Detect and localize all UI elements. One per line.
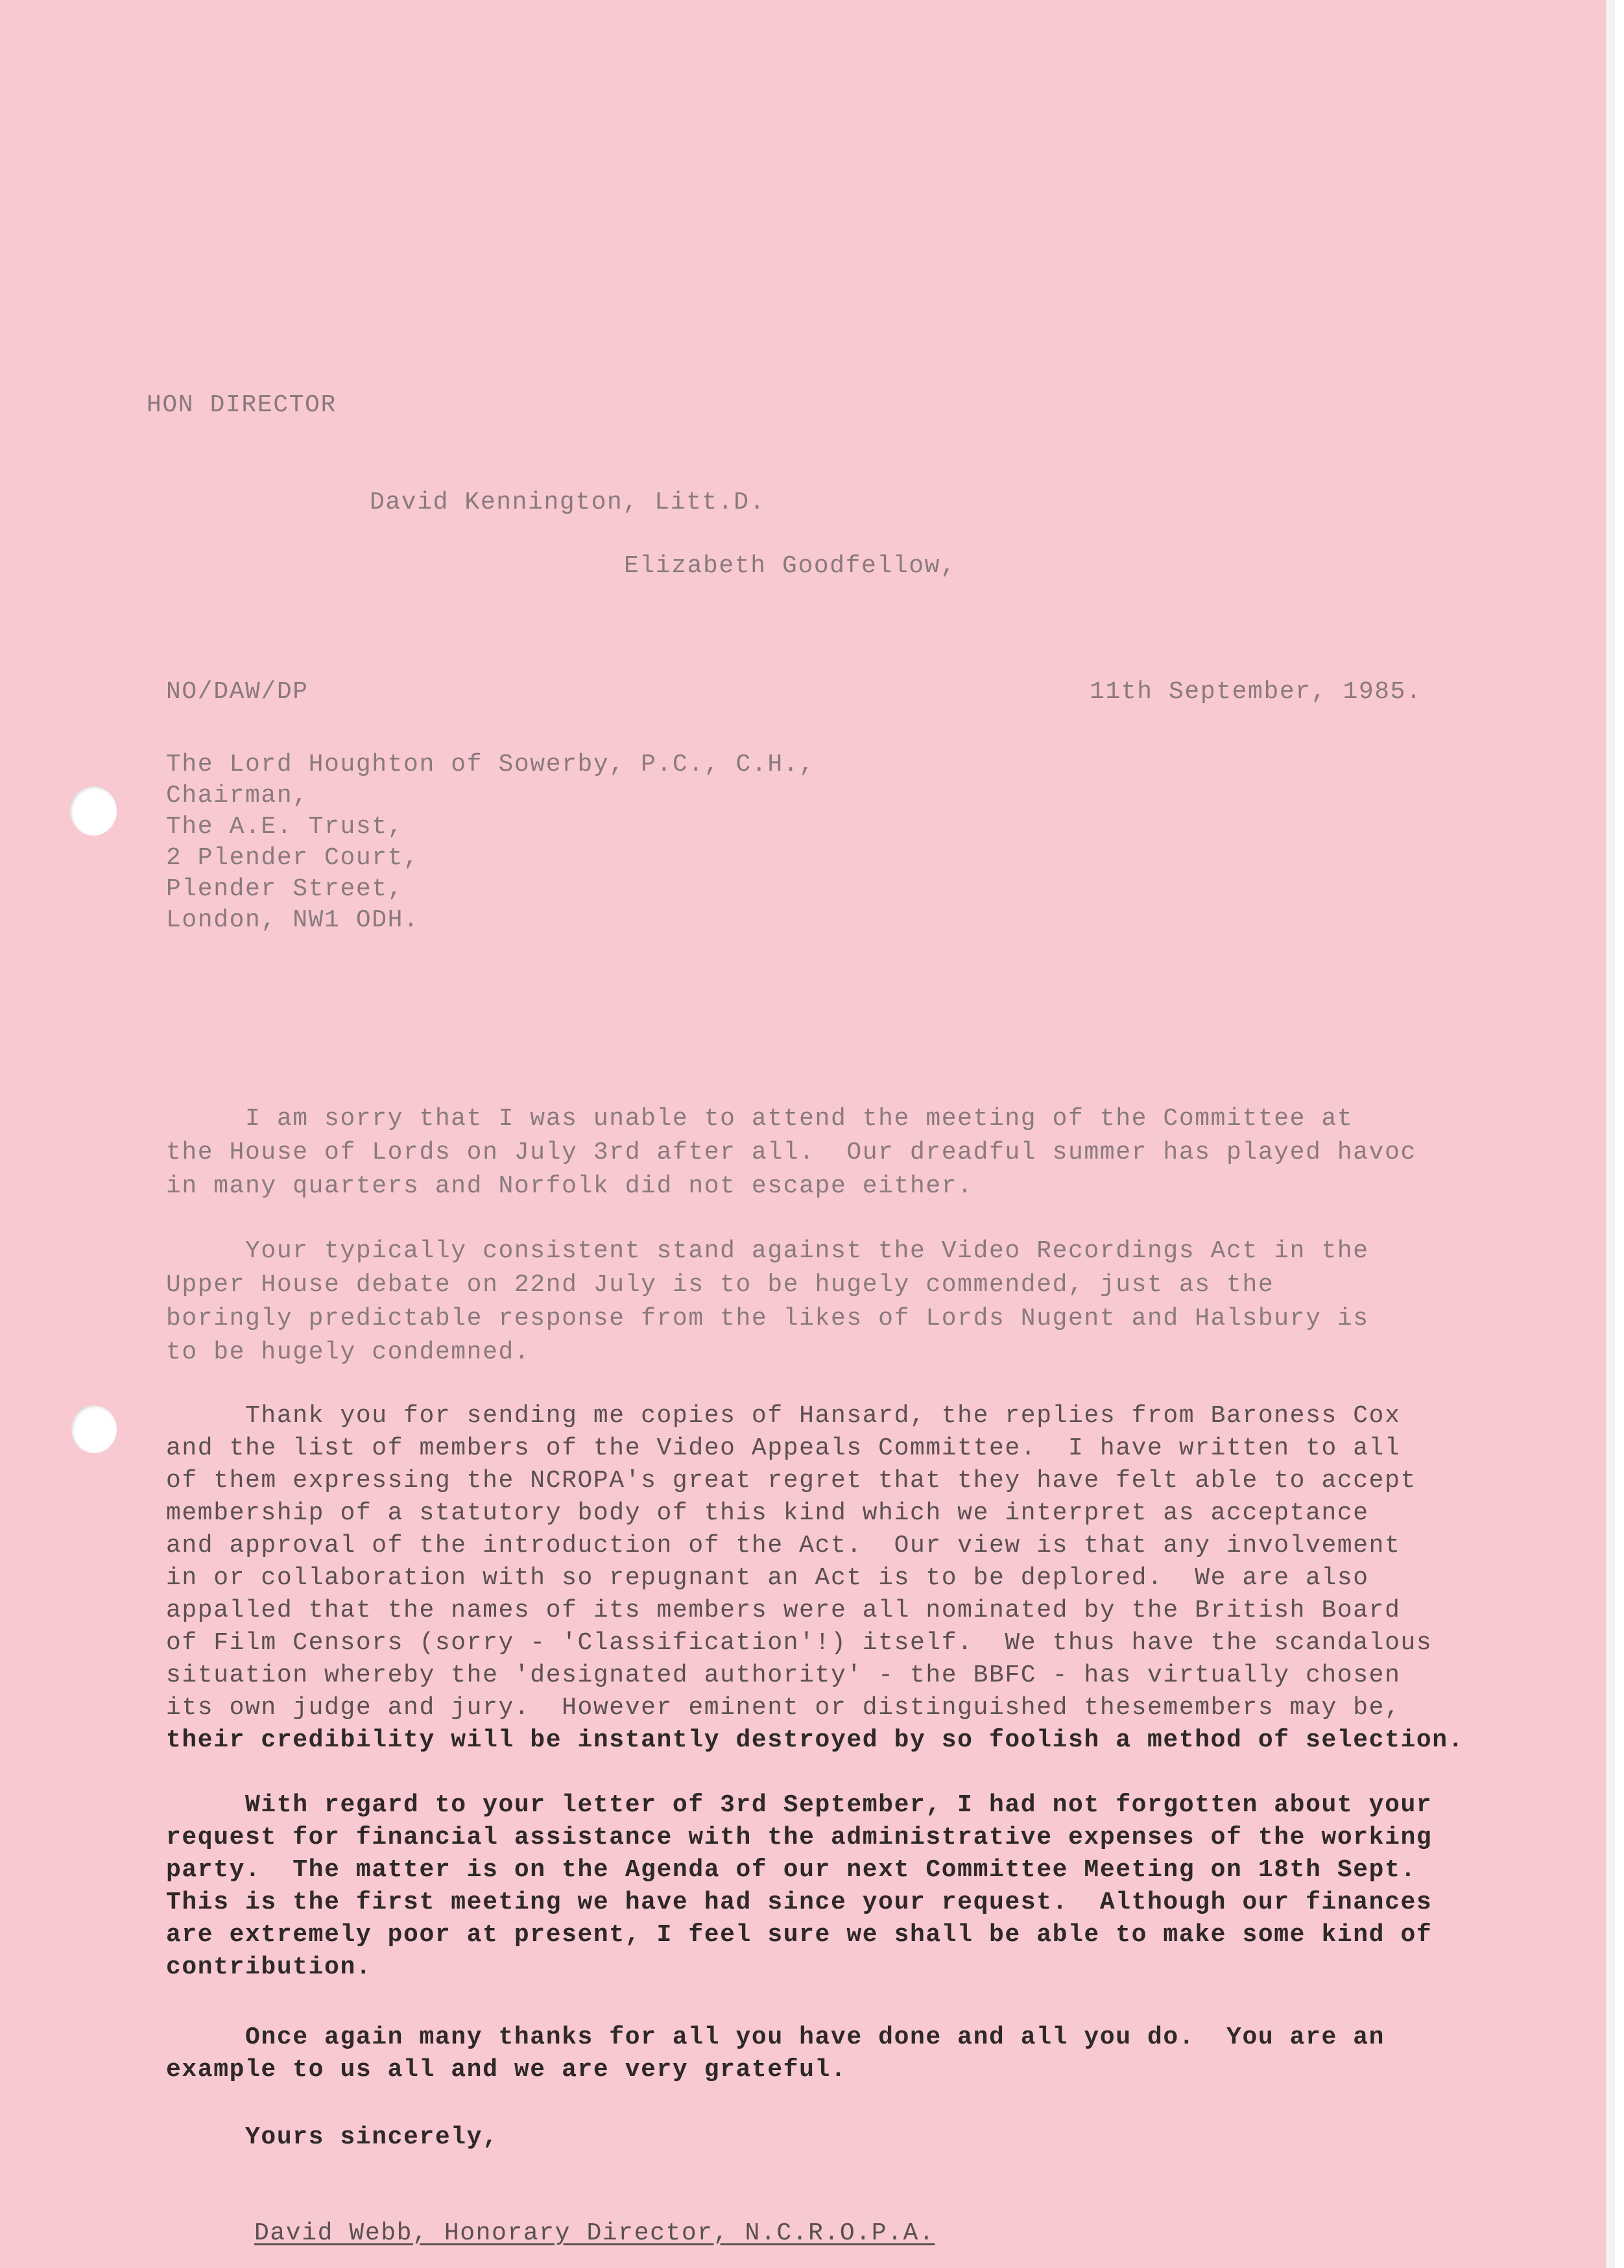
body-line: to be hugely condemned. [166, 1338, 531, 1366]
body-line: Thank you for sending me copies of Hansard, the replies from Baroness Cox [166, 1402, 1401, 1430]
body-line: boringly predictable response from the likes of Lords Nugent and Halsbury is [166, 1305, 1369, 1333]
body-line: situation whereby the 'designated authority' - the BBFC - has virtually chosen [166, 1661, 1401, 1689]
body-line: in many quarters and Norfolk did not escape either. [166, 1172, 973, 1200]
body-line: contribution. [166, 1953, 372, 1981]
closing-salutation: Yours sincerely, [166, 2123, 499, 2151]
address-line: London, NW1 ODH. [166, 906, 420, 934]
body-line: example to us all and we are very grateful. [166, 2056, 847, 2084]
signature-line: David Webb, Honorary Director, N.C.R.O.P.A. [254, 2219, 935, 2247]
body-line: Upper House debate on 22nd July is to be hugely commended, just as the [166, 1271, 1274, 1299]
body-line: in or collaboration with so repugnant an Act is to be deplored. We are also [166, 1564, 1369, 1592]
body-line: of them expressing the NCROPA's great regret that they have felt able to accept [166, 1467, 1416, 1495]
body-line: its own judge and jury. However eminent or distinguished thesemembers may be, [166, 1694, 1401, 1722]
body-line: and the list of members of the Video Appeals Committee. I have written to all [166, 1434, 1401, 1462]
body-line: membership of a statutory body of this kind which we interpret as acceptance [166, 1499, 1369, 1527]
body-line: party. The matter is on the Agenda of our next Committee Meeting on 18th Sept. [166, 1856, 1416, 1884]
address-line: The A.E. Trust, [166, 813, 404, 841]
body-line: This is the first meeting we have had since your request. Although our finances [166, 1888, 1433, 1916]
letter-date: 11th September, 1985. [1090, 678, 1422, 706]
paper-edge [1606, 0, 1615, 2268]
body-line: I am sorry that I was unable to attend the meeting of the Committee at [166, 1105, 1354, 1133]
director-name: David Kennington, Litt.D. [370, 489, 766, 516]
body-line: their credibility will be instantly destroyed by so foolish a method of selection. [166, 1726, 1464, 1754]
second-name: Elizabeth Goodfellow, [624, 552, 957, 580]
punch-hole-top [70, 786, 117, 836]
address-line: Plender Street, [166, 875, 404, 903]
body-line: Your typically consistent stand against the Video Recordings Act in the [166, 1237, 1369, 1265]
body-line: With regard to your letter of 3rd September, I had not forgotten about your [166, 1791, 1433, 1819]
address-line: 2 Plender Court, [166, 844, 420, 872]
body-line: appalled that the names of its members were all nominated by the British Board [166, 1597, 1401, 1624]
hon-director-label: HON DIRECTOR [147, 391, 337, 419]
body-line: the House of Lords on July 3rd after all. Our dreadful summer has played havoc [166, 1139, 1416, 1166]
body-line: of Film Censors (sorry - 'Classification'!) itself. We thus have the scandalous [166, 1629, 1433, 1657]
address-line: The Lord Houghton of Sowerby, P.C., C.H., [166, 751, 815, 778]
body-line: are extremely poor at present, I feel sure we shall be able to make some kind of [166, 1921, 1433, 1949]
body-line: and approval of the introduction of the Act. Our view is that any involvement [166, 1532, 1401, 1560]
punch-hole-bottom [71, 1405, 117, 1453]
address-line: Chairman, [166, 782, 309, 810]
reference-code: NO/DAW/DP [166, 678, 309, 706]
body-line: request for financial assistance with the administrative expenses of the working [166, 1824, 1433, 1852]
body-line: Once again many thanks for all you have done and all you do. You are an [166, 2023, 1385, 2051]
